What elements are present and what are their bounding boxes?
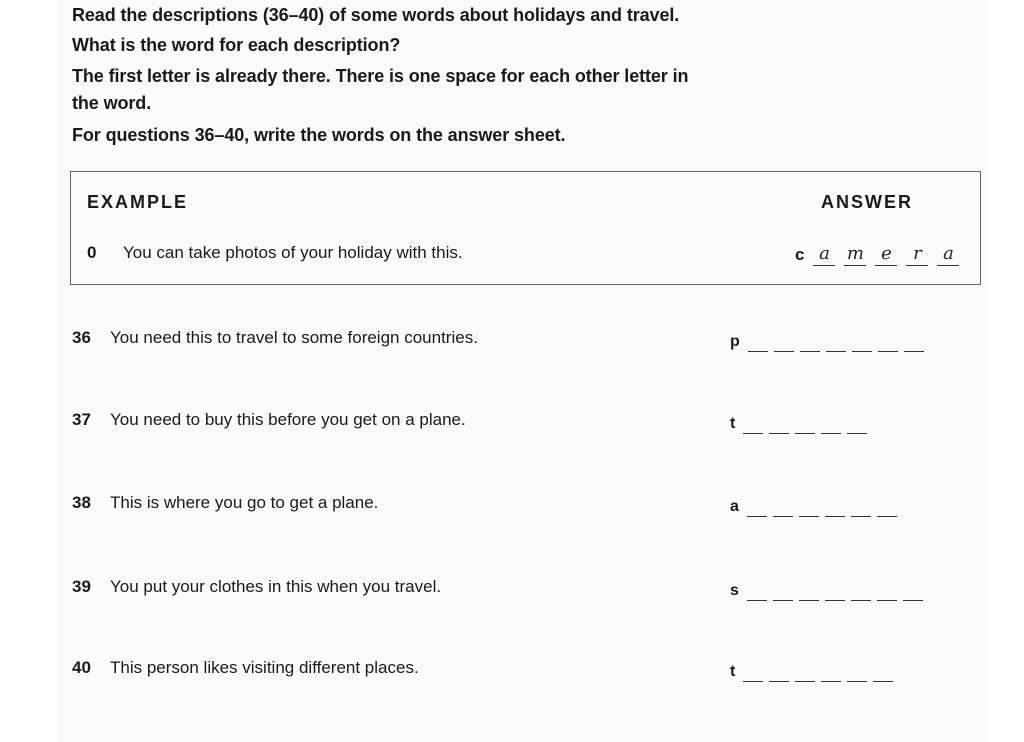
question-text: You put your clothes in this when you travel. bbox=[110, 577, 442, 596]
question-37 bbox=[72, 408, 972, 438]
question-text: You need to buy this before you get on a plane. bbox=[110, 410, 466, 429]
question-text: You need this to travel to some foreign countries. bbox=[110, 328, 478, 347]
example-box bbox=[70, 171, 981, 285]
letter-blank[interactable] bbox=[904, 333, 924, 352]
question-39 bbox=[72, 575, 972, 605]
letter-blank[interactable] bbox=[877, 582, 897, 601]
letter-blank[interactable] bbox=[873, 663, 893, 682]
letter-blank[interactable] bbox=[773, 498, 793, 517]
first-letter: p bbox=[730, 333, 740, 350]
question-38 bbox=[72, 491, 972, 521]
handwritten-letter: m bbox=[844, 243, 866, 266]
letter-blank[interactable] bbox=[847, 663, 867, 682]
letter-blank[interactable] bbox=[748, 333, 768, 352]
example-answer bbox=[795, 236, 968, 266]
letter-blank[interactable] bbox=[851, 582, 871, 601]
question-number: 40 bbox=[72, 658, 91, 677]
example-number: 0 bbox=[87, 243, 97, 262]
question-text: This is where you go to get a plane. bbox=[110, 493, 379, 512]
letter-blank[interactable] bbox=[877, 498, 897, 517]
letter-blank[interactable] bbox=[795, 415, 815, 434]
letter-blank[interactable] bbox=[825, 498, 845, 517]
letter-blank[interactable] bbox=[800, 333, 820, 352]
question-number: 37 bbox=[72, 410, 91, 429]
answer-blanks[interactable] bbox=[730, 491, 903, 517]
letter-blank[interactable] bbox=[851, 498, 871, 517]
answer-blanks[interactable] bbox=[730, 656, 899, 682]
letter-blank[interactable] bbox=[821, 663, 841, 682]
question-text: This person likes visiting different places. bbox=[110, 658, 419, 677]
letter-blank[interactable] bbox=[774, 333, 794, 352]
handwritten-letter: r bbox=[906, 243, 928, 266]
instruction-line-4: the word. bbox=[72, 93, 152, 113]
letter-blank[interactable] bbox=[795, 663, 815, 682]
letter-blank[interactable] bbox=[743, 663, 763, 682]
example-heading: EXAMPLE bbox=[87, 192, 189, 212]
question-number: 36 bbox=[72, 328, 91, 347]
first-letter: s bbox=[730, 582, 739, 599]
letter-blank[interactable] bbox=[747, 498, 767, 517]
answer-blanks[interactable] bbox=[730, 408, 873, 434]
first-letter: t bbox=[730, 663, 736, 680]
letter-blank[interactable] bbox=[743, 415, 763, 434]
question-40 bbox=[72, 656, 972, 686]
worksheet-page bbox=[58, 0, 988, 742]
letter-blank[interactable] bbox=[852, 333, 872, 352]
example-text: You can take photos of your holiday with this. bbox=[123, 243, 463, 262]
letter-blank[interactable] bbox=[799, 498, 819, 517]
handwritten-letter: a bbox=[937, 243, 959, 266]
letter-blank[interactable] bbox=[825, 582, 845, 601]
question-number: 39 bbox=[72, 577, 91, 596]
letter-blank[interactable] bbox=[747, 582, 767, 601]
letter-blank[interactable] bbox=[769, 415, 789, 434]
question-number: 38 bbox=[72, 493, 91, 512]
letter-blank[interactable] bbox=[769, 663, 789, 682]
letter-blank[interactable] bbox=[826, 333, 846, 352]
question-36 bbox=[72, 326, 972, 356]
instruction-line-5: For questions 36–40, write the words on the answer sheet. bbox=[72, 125, 566, 145]
example-first-letter: c bbox=[795, 245, 805, 264]
letter-blank[interactable] bbox=[847, 415, 867, 434]
answer-blanks[interactable] bbox=[730, 326, 930, 352]
instruction-line-1: Read the descriptions (36–40) of some words about holidays and travel. bbox=[72, 5, 680, 25]
handwritten-letter: e bbox=[875, 243, 897, 266]
instruction-line-3: The first letter is already there. There is one space for each other letter in bbox=[72, 66, 689, 86]
answer-blanks[interactable] bbox=[730, 575, 929, 601]
letter-blank[interactable] bbox=[799, 582, 819, 601]
letter-blank[interactable] bbox=[821, 415, 841, 434]
letter-blank[interactable] bbox=[773, 582, 793, 601]
letter-blank[interactable] bbox=[878, 333, 898, 352]
letter-blank[interactable] bbox=[903, 582, 923, 601]
first-letter: a bbox=[730, 498, 739, 515]
first-letter: t bbox=[730, 415, 736, 432]
answer-heading: ANSWER bbox=[821, 192, 913, 212]
handwritten-letter: a bbox=[813, 243, 835, 266]
instruction-line-2: What is the word for each description? bbox=[72, 35, 401, 55]
